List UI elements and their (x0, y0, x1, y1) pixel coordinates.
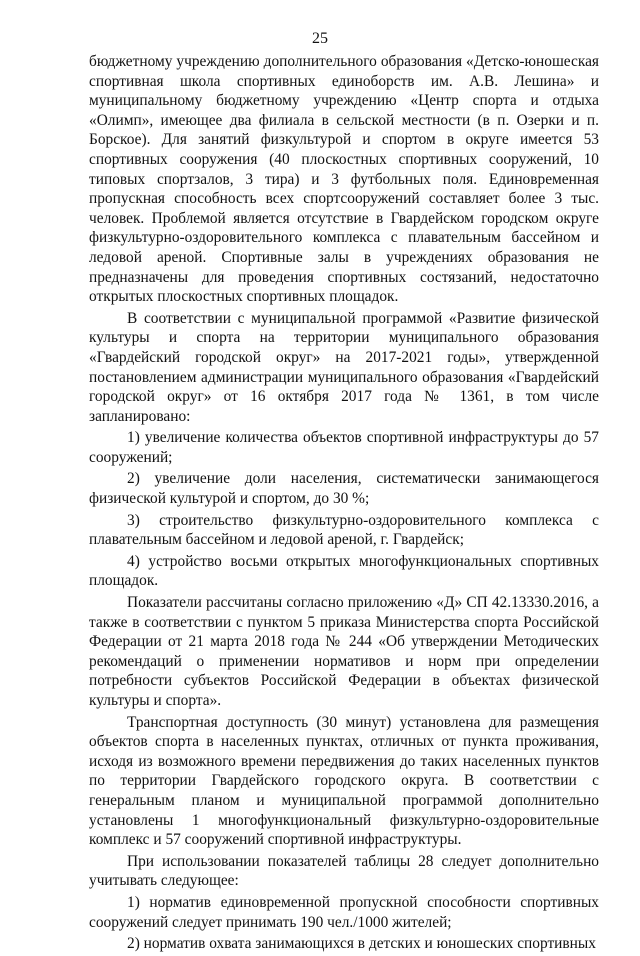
paragraph-sport-facilities: бюджетному учреждению дополнительного образования «Детско-юношеская спортивная школа спортивных единоборств им. А.В. Лешина» и муниципальному бюджетному учреждению «Центр спорта и отдыха «Олимп», имеющее два филиала в сельской местности (в п. Озерки и п. Борское). Для занятий физкультурой и спортом в округе имеется 53 спортивных сооружения (40 плоскостных спортивных сооружений, 10 типовых спортзалов, 3 тира) и 3 футбольных поля. Единовременная пропускная способность всех спортсооружений составляет более 3 тыс. человек. Проблемой является отсутствие в Гвардейском городском округе физкультурно-оздоровительного комплекса с плавательным бассейном и ледовой ареной. Спортивные залы в учреждениях образования не предназначены для проведения спортивных состязаний, недостаточно открытых плоскостных спортивных площадок. (89, 53, 599, 306)
list-item-planned-2: 2) увеличение доли населения, систематически занимающегося физической культурой и спортом, до 30 %; (89, 470, 599, 508)
paragraph-indicators: Показатели рассчитаны согласно приложению «Д» СП 42.13330.2016, а также в соответствии с пунктом 5 приказа Министерства спорта Российской Федерации от 21 марта 2018 года № 244 «Об утверждении Методических рекомендаций о применении нормативов и норм при определении потребности субъектов Российской Федерации в объектах физической культуры и спорта». (89, 594, 599, 709)
list-item-note-2: 2) норматив охвата занимающихся в детских и юношеских спортивных (127, 935, 596, 953)
list-item-planned-1: 1) увеличение количества объектов спортивной инфраструктуры до 57 сооружений; (89, 429, 599, 466)
document-body (89, 52, 599, 956)
page-number: 25 (312, 30, 328, 47)
paragraph-transport-accessibility: Транспортная доступность (30 минут) установлена для размещения объектов спорта в населенных пунктах, отличных от пункта проживания, исходя из возможного времени передвижения до таких населенных пунктов по территории Гвардейского городского округа. В соответствии с генеральным планом и муниципальной программой дополнительно установлены 1 многофункциональный физкультурно-оздоровительные комплекс и 57 сооружений спортивной инфраструктуры. (89, 713, 599, 849)
paragraph-municipal-program: В соответствии с муниципальной программой «Развитие физической культуры и спорта на территории муниципального образования «Гвардейский городской округ» на 2017-2021 годы», утвержденной постановлением администрации муниципального образования «Гвардейский городской округ» от 16 октября 2017 года № 1361, в том числе запланировано: (89, 309, 599, 425)
list-item-note-1: 1) норматив единовременной пропускной способности спортивных сооружений следует принимать 190 чел./1000 жителей; (89, 893, 599, 931)
paragraph-table-28-usage: При использовании показателей таблицы 28 следует дополнительно учитывать следующее: (89, 852, 599, 890)
list-item-planned-4: 4) устройство восьми открытых многофункциональных спортивных площадок. (89, 552, 599, 590)
list-item-planned-3: 3) строительство физкультурно-оздоровительного комплекса с плавательным бассейном и ледовой ареной, г. Гвардейск; (89, 511, 599, 549)
